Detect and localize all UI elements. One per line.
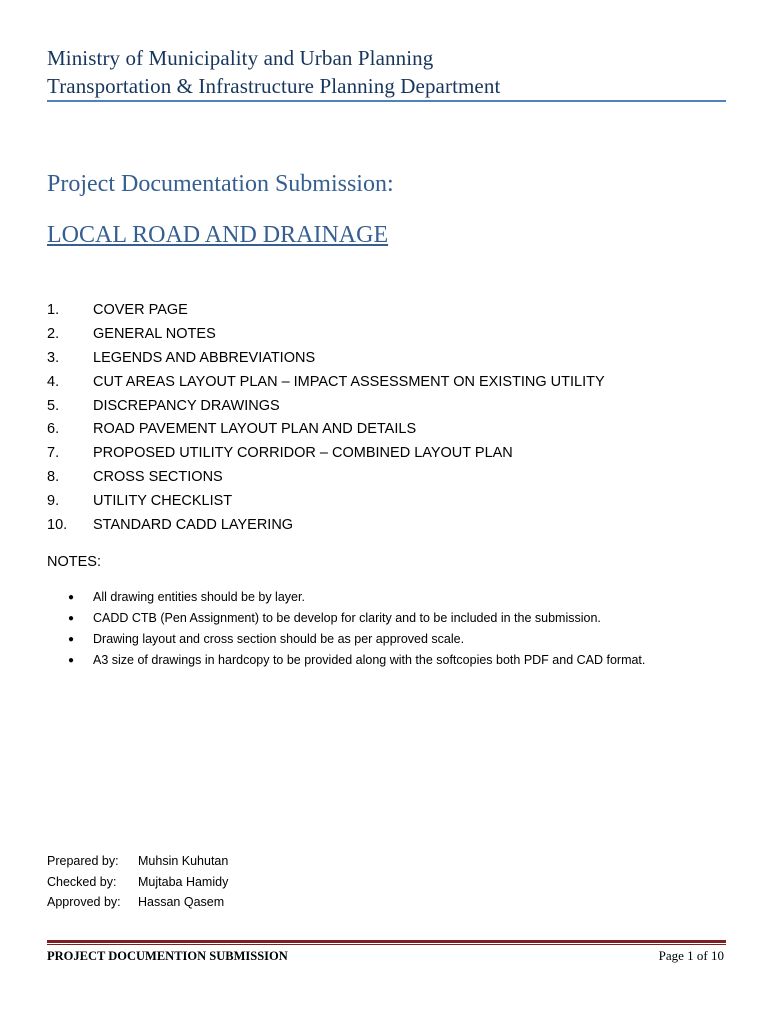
document-list (47, 299, 605, 538)
signoff-row (47, 872, 228, 893)
list-item (47, 490, 605, 514)
page-number: Page 1 of 10 (658, 948, 724, 963)
notes-list (68, 587, 645, 671)
footer-divider (47, 940, 726, 943)
list-item-number: 2. (47, 325, 60, 342)
list-item (47, 466, 605, 490)
note-item (68, 587, 645, 608)
list-item-text: CUT AREAS LAYOUT PLAN – IMPACT ASSESSMENT ON EXISTING UTILITY (93, 373, 605, 390)
note-text: A3 size of drawings in hardcopy to be provided along with the softcopies both PDF and CAD format. (93, 653, 646, 667)
list-item-number: 9. (47, 493, 60, 510)
list-item (47, 299, 605, 323)
notes-heading: NOTES: (47, 554, 101, 570)
list-item-text: LEGENDS AND ABBREVIATIONS (93, 349, 316, 366)
list-item-text: UTILITY CHECKLIST (93, 493, 233, 510)
document-title: Project Documentation Submission: (47, 171, 394, 197)
signoff-block (47, 851, 228, 913)
note-text: All drawing entities should be by layer. (93, 590, 305, 604)
list-item-text: DISCREPANCY DRAWINGS (93, 397, 280, 414)
bullet-icon: ● (68, 613, 75, 624)
header-divider (47, 100, 726, 102)
list-item-text: CROSS SECTIONS (93, 469, 223, 486)
signoff-label: Approved by: (47, 895, 121, 910)
list-item-number: 7. (47, 445, 60, 462)
signoff-row (47, 892, 228, 913)
list-item-number: 8. (47, 469, 60, 486)
list-item (47, 371, 605, 395)
list-item-number: 5. (47, 397, 60, 414)
list-item-text: COVER PAGE (93, 302, 188, 318)
signoff-row (47, 851, 228, 872)
footer-divider-thin (47, 944, 726, 945)
document-header (47, 44, 726, 100)
department-name: Transportation & Infrastructure Planning Department (47, 74, 501, 98)
list-item-number: 10. (47, 517, 68, 534)
list-item (47, 418, 605, 442)
list-item (47, 395, 605, 419)
note-item (68, 629, 645, 650)
project-name: LOCAL ROAD AND DRAINAGE (47, 222, 389, 248)
list-item (47, 442, 605, 466)
note-text: CADD CTB (Pen Assignment) to be develop for clarity and to be included in the submission. (93, 611, 601, 625)
list-item-text: PROPOSED UTILITY CORRIDOR – COMBINED LAYOUT PLAN (93, 445, 513, 462)
bullet-icon: ● (68, 634, 75, 645)
signoff-name: Hassan Qasem (138, 895, 225, 910)
note-text: Drawing layout and cross section should be as per approved scale. (93, 632, 465, 646)
list-item-text: STANDARD CADD LAYERING (93, 517, 294, 534)
list-item-text: ROAD PAVEMENT LAYOUT PLAN AND DETAILS (93, 421, 417, 438)
ministry-name: Ministry of Municipality and Urban Planning (47, 46, 434, 70)
list-item-text: GENERAL NOTES (93, 325, 216, 342)
list-item (47, 514, 605, 538)
list-item-number: 1. (47, 302, 60, 318)
signoff-name: Mujtaba Hamidy (138, 874, 229, 889)
list-item-number: 3. (47, 349, 60, 366)
signoff-name: Muhsin Kuhutan (138, 854, 229, 868)
list-item (47, 347, 605, 371)
note-item (68, 650, 645, 671)
bullet-icon: ● (68, 655, 75, 666)
list-item (47, 323, 605, 347)
signoff-label: Checked by: (47, 874, 117, 889)
note-item (68, 608, 645, 629)
footer-title: PROJECT DOCUMENTION SUBMISSION (47, 949, 288, 963)
signoff-label: Prepared by: (47, 854, 119, 868)
list-item-number: 4. (47, 373, 60, 390)
list-item-number: 6. (47, 421, 60, 438)
bullet-icon: ● (68, 592, 75, 603)
